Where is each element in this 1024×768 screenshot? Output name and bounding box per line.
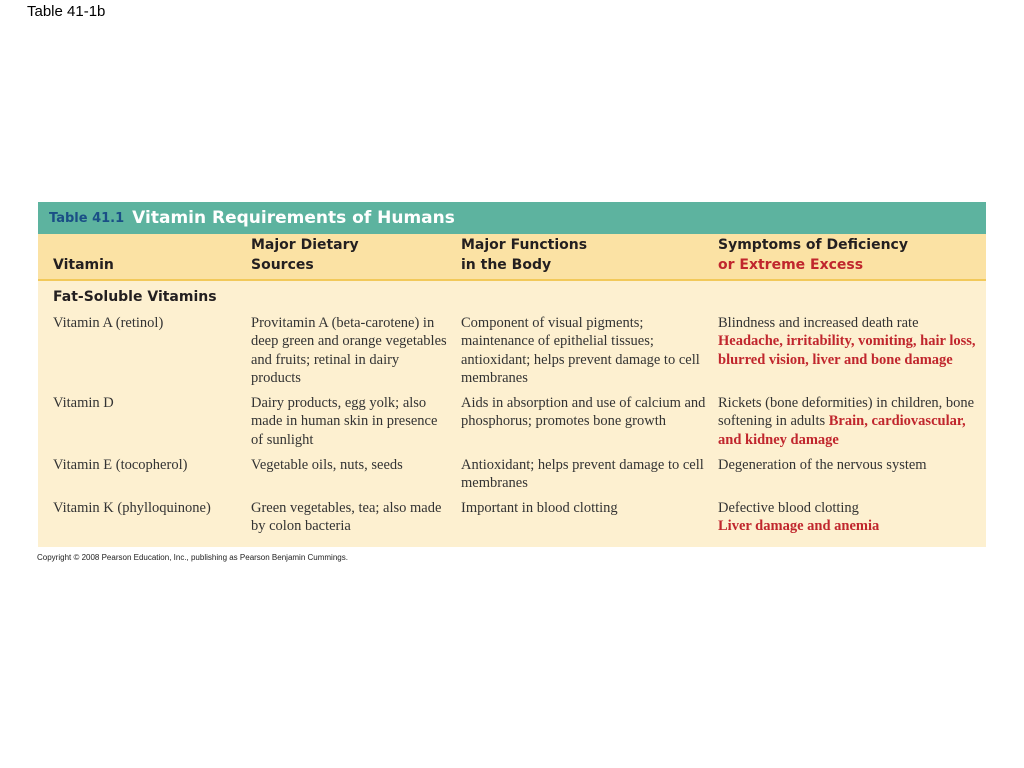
table-banner [38,202,986,234]
deficiency-symptoms: Defective blood clotting [718,500,859,516]
column-header-sources-line2: Sources [251,257,314,273]
body-functions: Component of visual pigments; maintenance of epithelial tissues; antioxidant; helps prevent damage to cell membranes [461,315,700,386]
column-header-symptoms-line1: Symptoms of Deficiency [718,237,908,253]
vitamin-name: Vitamin E (tocopherol) [53,457,188,473]
slide-title: Table 41-1b [27,3,106,20]
dietary-sources: Provitamin A (beta-carotene) in deep green and orange vegetables and fruits; retinal in dairy products [251,315,447,386]
symptoms [718,499,983,536]
symptoms [718,394,983,449]
column-header-symptoms-line2: or Extreme Excess [718,257,864,273]
dietary-sources: Green vegetables, tea; also made by colon bacteria [251,500,442,535]
column-header-symptoms [718,235,908,275]
vitamin-name: Vitamin D [53,395,114,411]
body-functions: Aids in absorption and use of calcium and phosphorus; promotes bone growth [461,395,706,430]
vitamin-table [38,202,986,547]
column-header-functions-line2: in the Body [461,257,552,273]
dietary-sources: Dairy products, egg yolk; also made in human skin in presence of sunlight [251,395,438,448]
deficiency-symptoms: Degeneration of the nervous system [718,457,927,473]
excess-symptoms: Headache, irritability, vomiting, hair loss, blurred vision, liver and bone damage [718,333,976,368]
table-heading: Vitamin Requirements of Humans [132,208,455,228]
table-number: Table 41.1 [49,210,125,226]
column-header-functions [461,235,587,275]
column-header-sources [251,235,359,275]
body-functions: Important in blood clotting [461,500,618,516]
symptoms [718,456,983,474]
excess-symptoms: Brain, cardiovascular, and kidney damage [718,413,966,448]
copyright-notice: Copyright © 2008 Pearson Education, Inc., publishing as Pearson Benjamin Cummings. [37,553,348,562]
symptoms [718,314,983,369]
section-title: Fat-Soluble Vitamins [53,289,217,305]
body-functions: Antioxidant; helps prevent damage to cell membranes [461,457,704,492]
column-header-vitamin [53,255,114,275]
column-header-sources-line1: Major Dietary [251,237,359,253]
column-header-row [38,234,986,281]
vitamin-name: Vitamin K (phylloquinone) [53,500,211,516]
deficiency-symptoms: Blindness and increased death rate [718,315,919,331]
vitamin-name: Vitamin A (retinol) [53,315,164,331]
column-header-functions-line1: Major Functions [461,237,588,253]
column-header-vitamin-label: Vitamin [53,257,114,273]
dietary-sources: Vegetable oils, nuts, seeds [251,457,403,473]
deficiency-symptoms: Rickets (bone deformities) in children, bone softening in adults [718,395,975,430]
excess-symptoms: Liver damage and anemia [718,518,880,535]
